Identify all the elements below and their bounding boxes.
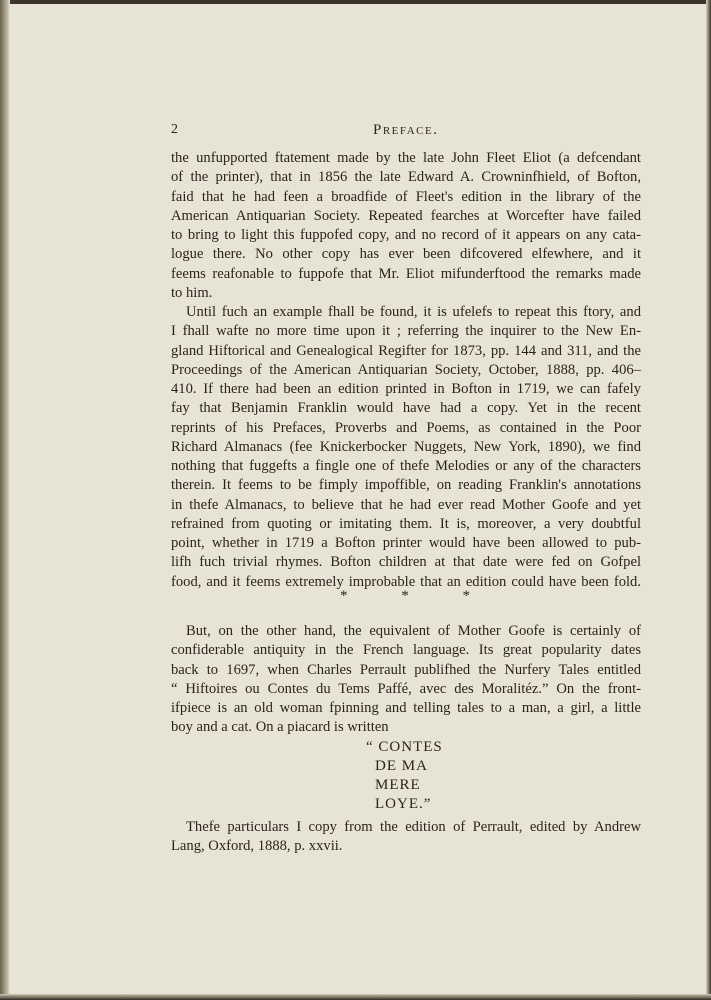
- text-line: American Antiquarian Society. Repeated fearches at Worcefter have failed: [171, 207, 641, 224]
- paragraph-1: [171, 149, 641, 592]
- paragraph-2: [171, 622, 641, 738]
- text-line: point, whether in 1719 a Bofton printer would have been allowed to pub-: [171, 535, 641, 551]
- separator-star: *: [401, 588, 409, 604]
- placard-quote: [366, 738, 443, 814]
- text-line: I fhall wafte no more time upon it ; referring the inquirer to the New En-: [171, 323, 641, 340]
- text-line: faid that he had feen a broadfide of Fleet's edition in the library of the: [171, 188, 641, 205]
- text-line: therein. It feems to be fimply impoffible, on reading Franklin's annotations: [171, 477, 641, 494]
- paragraph-3: [171, 818, 641, 857]
- text-line: Richard Almanacs (fee Knickerbocker Nuggets, New York, 1890), we find: [171, 438, 641, 455]
- text-line: But, on the other hand, the equivalent of Mother Goofe is certainly of: [186, 623, 641, 639]
- text-line: Proceedings of the American Antiquarian Society, October, 1888, pp. 406–: [171, 361, 641, 378]
- quote-line: “ CONTES: [366, 739, 443, 755]
- text-line: logue there. No other copy has ever been difcovered elfewhere, and it: [171, 246, 641, 263]
- page-number: 2: [171, 122, 178, 137]
- quote-line: MERE: [375, 777, 421, 793]
- text-line: refrained from quoting or imitating them. It is, moreover, a very doubtful: [171, 515, 641, 532]
- text-line: to him.: [171, 284, 213, 301]
- text-line: confiderable antiquity in the French language. Its great popularity dates: [171, 642, 641, 659]
- page-edge-left: [0, 0, 10, 1000]
- text-line: food, and it feems extremely improbable that an edition could have been fold.: [171, 573, 641, 590]
- page-edge-top: [0, 0, 711, 4]
- text-line: the unfupported ftatement made by the late John Fleet Eliot (a defcendant: [171, 150, 641, 166]
- separator-star: *: [462, 588, 470, 604]
- page-edge-right: [706, 0, 711, 1000]
- page-header: [171, 122, 641, 142]
- text-line: gland Hiftorical and Genealogical Regifter for 1873, pp. 144 and 311, and the: [171, 342, 641, 359]
- text-line: boy and a cat. On a piacard is written: [171, 719, 389, 736]
- text-line: 410. If there had been an edition printed in Bofton in 1719, we can fafely: [171, 381, 641, 397]
- separator-star: *: [340, 588, 348, 604]
- section-separator: [340, 588, 470, 605]
- text-line: Until fuch an example fhall be found, it is ufelefs to repeat this ftory, and: [186, 304, 641, 320]
- text-line: fay that Benjamin Franklin would have had a copy. Yet in the recent: [171, 400, 641, 417]
- text-line: Lang, Oxford, 1888, p. xxvii.: [171, 838, 343, 855]
- quote-line: DE MA: [375, 758, 428, 774]
- running-head: Preface.: [373, 122, 439, 138]
- quote-line: LOYE.”: [375, 796, 432, 812]
- page-edge-bottom: [0, 994, 711, 1000]
- text-line: back to 1697, when Charles Perrault publifhed the Nurfery Tales entitled: [171, 661, 641, 678]
- text-line: of the printer), that in 1856 the late Edward A. Crowninfhield, of Bofton,: [171, 169, 641, 186]
- text-line: Thefe particulars I copy from the edition of Perrault, edited by Andrew: [186, 819, 641, 835]
- text-line: “ Hiftoires ou Contes du Tems Paffé, avec des Moralitéz.” On the front-: [171, 680, 641, 697]
- text-line: to bring to light this fuppofed copy, and no record of it appears on any cata-: [171, 227, 641, 243]
- text-line: lifh fuch trivial rhymes. Bofton children at that date were fed on Gofpel: [171, 554, 641, 571]
- text-line: reprints of his Prefaces, Proverbs and Poems, as contained in the Poor: [171, 419, 641, 436]
- text-line: in thefe Almanacs, to believe that he had ever read Mother Goofe and yet: [171, 496, 641, 513]
- text-line: feems reafonable to fuppofe that Mr. Eliot mifunderftood the remarks made: [171, 265, 641, 282]
- text-line: ifpiece is an old woman fpinning and telling tales to a man, a girl, a little: [171, 700, 641, 716]
- text-line: nothing that fuggefts a fingle one of thefe Melodies or any of the characters: [171, 458, 641, 474]
